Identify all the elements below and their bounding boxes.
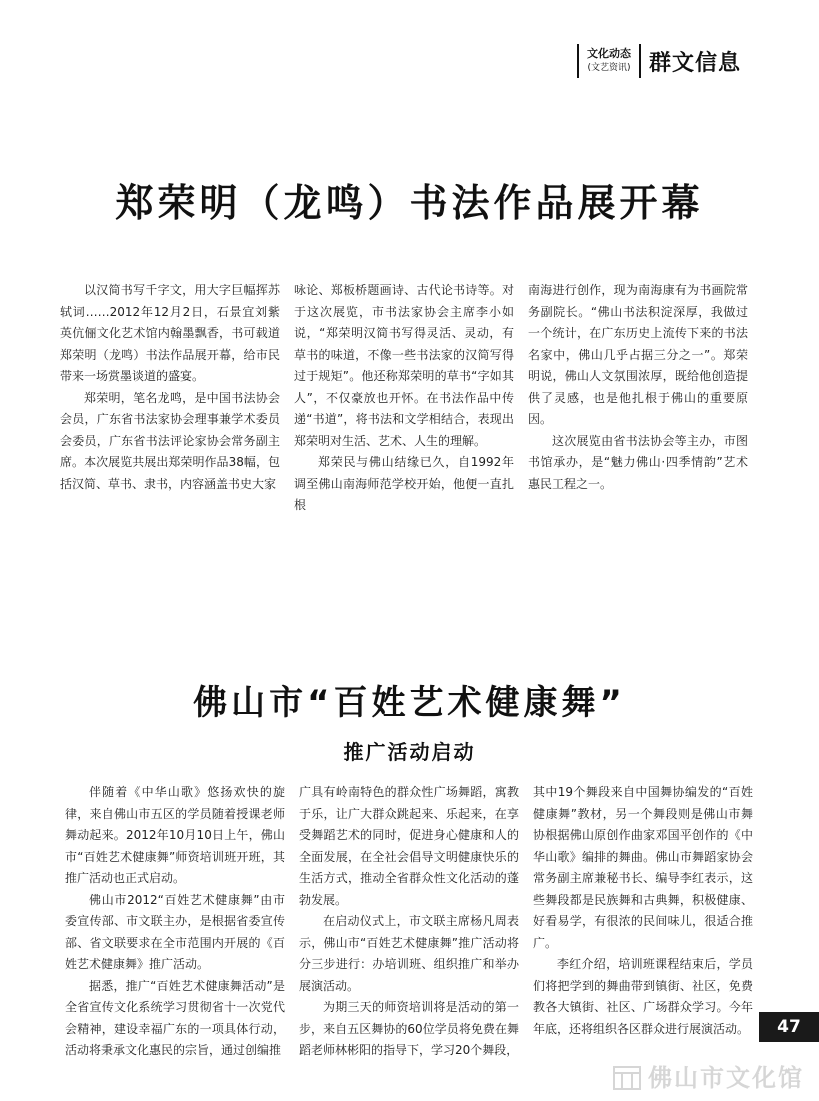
- section-title: 群文信息: [648, 50, 741, 76]
- building-logo-icon: [612, 1061, 642, 1091]
- article2-subtitle: 推广活动启动: [343, 740, 476, 764]
- article2-paragraph: 李红介绍，培训班课程结束后，学员们将把学到的舞曲带到镇街、社区，免费教各大镇街、社区、广场群众学习。今年年底，还将组织各区群众进行展演活动。: [533, 957, 753, 1036]
- article1-title: 郑荣明（龙鸣）书法作品展开幕: [115, 181, 704, 225]
- article1-paragraph: 郑荣明，笔名龙鸣，是中国书法协会会员，广东省书法家协会理事兼学术委员会委员，广东省书法评论家协会常务副主席。本次展览共展出郑荣明作品38幅，包括汉简、草书、隶书，内容涵盖书史大家: [60, 390, 280, 491]
- article2-paragraph: 据悉，推广“百姓艺术健康舞活动”是全省宣传文化系统学习贯彻省十一次党代会精神，建设幸福广东的一项具体行动，活动将秉承文化惠民的宗旨，通过创编推: [65, 978, 285, 1057]
- article1-paragraph: 郑荣民与佛山结缘已久，自1992年调至佛山南海师范学校开始，他便一直扎根: [294, 455, 514, 512]
- article2-paragraph: 为期三天的师资培训将是活动的第一步，来自五区舞协的60位学员将免费在舞蹈老师林彬阳的指导下，学习20个舞段，: [299, 1000, 519, 1057]
- article1-body: [60, 280, 748, 517]
- library-watermark: [612, 1058, 804, 1093]
- page-number-badge: [759, 1012, 819, 1042]
- article2-title: 佛山市“百姓艺术健康舞”: [193, 683, 626, 723]
- article2-body: [65, 782, 753, 1062]
- section-header: [577, 44, 741, 78]
- section-label: [579, 47, 639, 75]
- article2-paragraph: 其中19个舞段来自中国舞协编发的“百姓健康舞”教材，另一个舞段则是佛山市舞协根据佛山原创作曲家邓国平创作的《中华山歌》编排的舞曲。佛山市舞蹈家协会常务副主席兼秘书长、编导李红表示，这些舞段都是民族舞和古典舞，积极健康、好看易学，有很浓的民间味儿，很适合推广。: [533, 785, 753, 950]
- article1-paragraph: 南海进行创作，现为南海康有为书画院常务副院长。“佛山书法积淀深厚，我做过一个统计，在广东历史上流传下来的书法名家中，佛山几乎占据三分之一”。郑荣明说，佛山人文氛围浓厚，既给他创造提供了灵感，也是他扎根于佛山的重要原因。: [528, 283, 748, 426]
- article2-column-2: [299, 782, 519, 1062]
- page-number: 47: [777, 1017, 801, 1037]
- article1-paragraph: 以汉简书写千字文，用大字巨幅挥苏轼词……2012年12月2日，石景宜刘紫英伉俪文化艺术馆内翰墨飘香，书可载道郑荣明（龙鸣）书法作品展开幕，给市民带来一场赏墨谈道的盛宴。: [60, 283, 280, 383]
- article2-column-1: [65, 782, 285, 1062]
- article2-paragraph: 佛山市2012“百姓艺术健康舞”由市委宣传部、市文联主办，是根据省委宣传部、省文联要求在全市范围内开展的《百姓艺术健康舞》推广活动。: [65, 892, 285, 971]
- section-sub-label: (文艺资讯): [587, 63, 631, 73]
- section-small-label: 文化动态: [586, 47, 631, 60]
- article1-column-2: [294, 280, 514, 517]
- article2-column-3: [533, 782, 753, 1062]
- article1-paragraph: 咏论、郑板桥题画诗、古代论书诗等。对于这次展览，市书法家协会主席李小如说，“郑荣明汉简书写得灵活、灵动，有草书的味道，不像一些书法家的汉简写得过于规矩”。他还称郑荣明的草书“字如其人”，不仅豪放也开怀。在书法作品中传递“书道”，将书法和文学相结合，表现出郑荣明对生活、艺术、人生的理解。: [294, 283, 514, 448]
- watermark-text: 佛山市文化馆: [648, 1063, 804, 1092]
- article1-paragraph: 这次展览由省书法协会等主办，市图书馆承办，是“魅力佛山·四季情韵”艺术惠民工程之一。: [528, 433, 748, 491]
- article2-paragraph: 伴随着《中华山歌》悠扬欢快的旋律，来自佛山市五区的学员随着授课老师舞动起来。2012年10月10日上午，佛山市“百姓艺术健康舞”师资培训班开班，其推广活动也正式启动。: [65, 785, 285, 885]
- article1-column-1: [60, 280, 280, 517]
- article2-paragraph: 广具有岭南特色的群众性广场舞蹈，寓教于乐，让广大群众跳起来、乐起来，在享受舞蹈艺术的同时，促进身心健康和人的全面发展，在全社会倡导文明健康快乐的生活方式，推动全省群众性文化活动的蓬勃发展。: [299, 785, 519, 907]
- article1-column-3: [528, 280, 748, 517]
- article2-paragraph: 在启动仪式上，市文联主席杨凡周表示，佛山市“百姓艺术健康舞”推广活动将分三步进行：办培训班、组织推广和举办展演活动。: [299, 914, 519, 993]
